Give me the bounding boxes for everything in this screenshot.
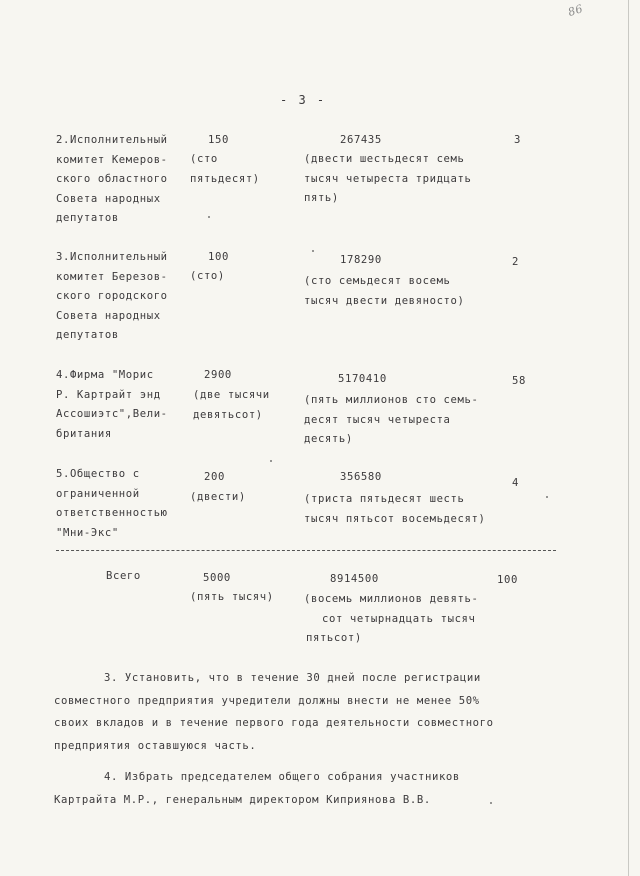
scan-speck — [546, 496, 548, 498]
contribution-amount-words: (сто) — [190, 270, 225, 282]
share-percent: 3 — [514, 134, 521, 146]
total-label: Всего — [106, 570, 141, 582]
total-amount-words: (пять тысяч) — [190, 591, 274, 603]
table-divider — [56, 550, 556, 551]
contribution-sum: 356580 — [340, 471, 382, 483]
contribution-sum-words: (триста пятьдесят шесть тысяч пятьсот восемьдесят) — [304, 493, 486, 525]
scan-speck — [270, 460, 272, 462]
founder-name: 2.Исполнительный комитет Кемеров- ского областного Совета народных депутатов — [56, 134, 168, 225]
contribution-amount: 200 — [204, 471, 225, 483]
contribution-amount: 100 — [208, 251, 229, 263]
share-percent: 2 — [512, 256, 519, 268]
corner-handwritten-mark: 86 — [566, 1, 585, 20]
total-share: 100 — [497, 574, 518, 586]
contribution-amount-words: (две тысячи девятьсот) — [193, 389, 270, 421]
scan-edge — [628, 0, 629, 876]
contribution-amount: 2900 — [204, 369, 232, 381]
scan-speck — [490, 802, 492, 804]
share-percent: 58 — [512, 375, 526, 387]
paragraph-4: 4. Избрать председателем общего собрания участников Картрайта М.Р., генеральным директором Киприянова В.В. — [54, 771, 460, 806]
contribution-amount-words: (двести) — [190, 491, 246, 503]
total-sum: 8914500 — [330, 573, 379, 585]
paragraph-3: 3. Установить, что в течение 30 дней после регистрации совместного предприятия учредители должны внести не менее 50% своих вкладов и в течение первого года деятельности совместного предприятия оставшуюся часть. — [54, 672, 494, 752]
scan-speck — [208, 216, 210, 218]
contribution-sum: 5170410 — [338, 373, 387, 385]
founder-name: 5.Общество с ограниченной ответственностью "Мни-Экс" — [56, 468, 168, 539]
contribution-sum: 267435 — [340, 134, 382, 146]
founder-name: 3.Исполнительный комитет Березов- ского городского Совета народных депутатов — [56, 251, 168, 342]
contribution-sum-words: (сто семьдесят восемь тысяч двести девяносто) — [304, 275, 465, 307]
scan-speck — [312, 250, 314, 252]
contribution-sum-words: (пять миллионов сто семь- десят тысяч четыреста десять) — [304, 394, 479, 446]
contribution-sum: 178290 — [340, 254, 382, 266]
founder-name: 4.Фирма "Морис Р. Картрайт энд Ассошиэтс",Вели- британия — [56, 369, 168, 440]
total-amount: 5000 — [203, 572, 231, 584]
page-number: - 3 - — [280, 93, 327, 107]
share-percent: 4 — [512, 477, 519, 489]
total-sum-words: (восемь миллионов девять- сот четырнадцать тысяч пятьсот) — [304, 593, 479, 645]
contribution-amount: 150 — [208, 134, 229, 146]
contribution-sum-words: (двести шестьдесят семь тысяч четыреста тридцать пять) — [304, 153, 472, 205]
contribution-amount-words: (сто пятьдесят) — [190, 153, 260, 185]
